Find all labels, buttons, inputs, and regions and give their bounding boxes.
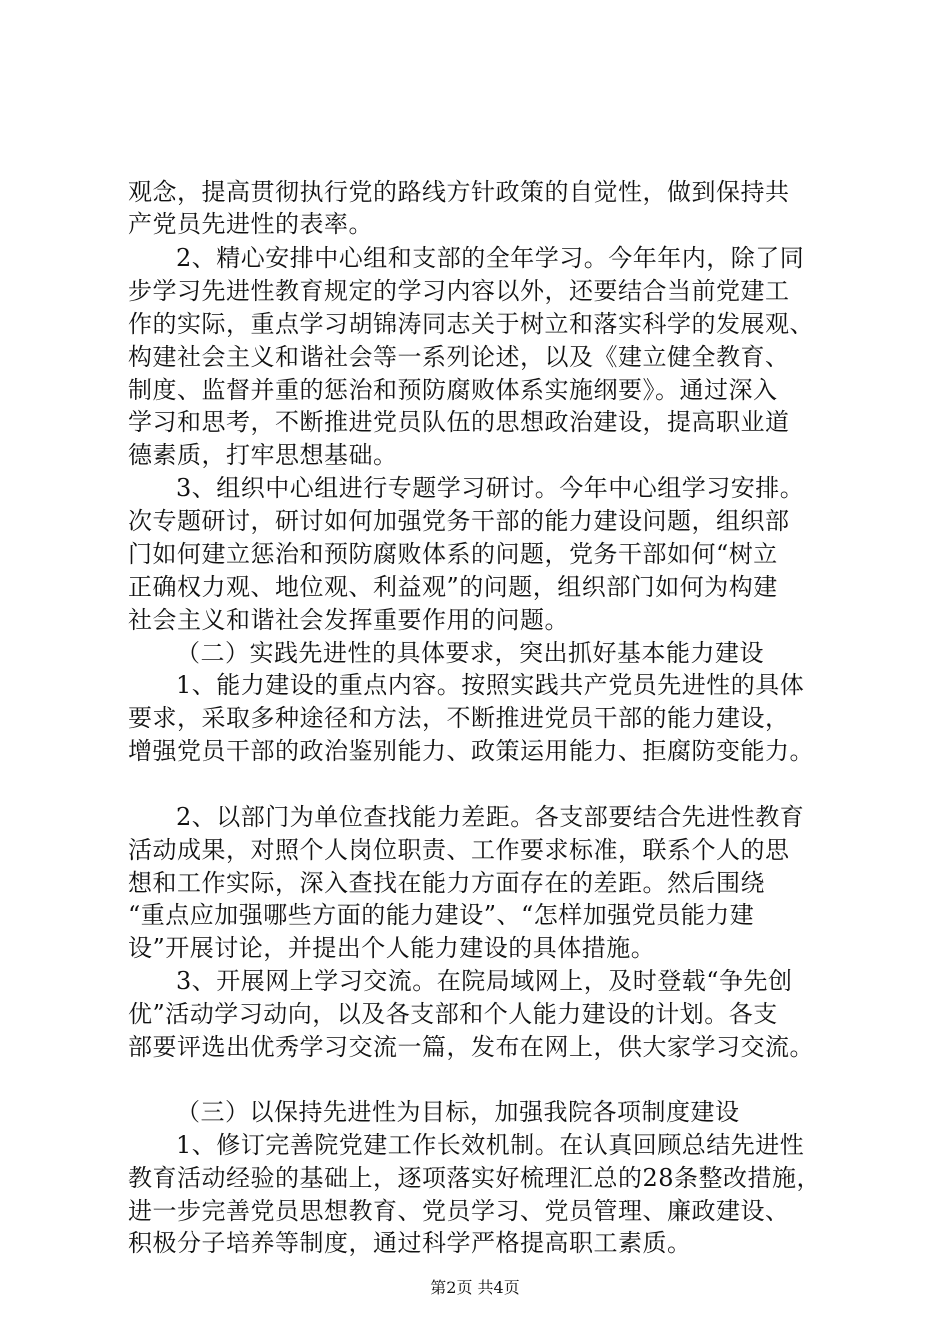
text-line: 社会主义和谐社会发挥重要作用的问题。 — [128, 606, 569, 634]
text-line: 活动成果，对照个人岗位职责、工作要求标准，联系个人的思 — [128, 836, 790, 864]
text-line: 想和工作实际，深入查找在能力方面存在的差距。然后围绕 — [128, 869, 765, 897]
text-line: 学习和思考，不断推进党员队伍的思想政治建设，提高职业道 — [128, 408, 790, 436]
text-line: 教育活动经验的基础上，逐项落实好梳理汇总的28条整改措施， — [128, 1164, 822, 1192]
text-line: 次专题研讨，研讨如何加强党务干部的能力建设问题，组织部 — [128, 507, 790, 535]
text-line: 产党员先进性的表率。 — [128, 210, 373, 238]
text-line: 设”开展讨论，并提出个人能力建设的具体措施。 — [128, 934, 656, 962]
section-heading: （二）实践先进性的具体要求，突出抓好基本能力建设 — [176, 639, 764, 667]
text-line: 优”活动学习动向，以及各支部和个人能力建设的计划。各支 — [128, 1000, 778, 1028]
text-line: 要求，采取多种途径和方法，不断推进党员干部的能力建设， — [128, 704, 790, 732]
text-line: 进一步完善党员思想教育、党员学习、党员管理、廉政建设、 — [128, 1197, 790, 1225]
paragraph-start-line: 2、精心安排中心组和支部的全年学习。今年年内，除了同 — [176, 244, 805, 272]
text-line: 积极分子培养等制度，通过科学严格提高职工素质。 — [128, 1229, 692, 1257]
text-line: 德素质，打牢思想基础。 — [128, 441, 398, 469]
text-line: 正确权力观、地位观、利益观”的问题，组织部门如何为构建 — [128, 573, 778, 601]
text-line: 步学习先进性教育规定的学习内容以外，还要结合当前党建工 — [128, 277, 790, 305]
text-line: 增强党员干部的政治鉴别能力、政策运用能力、拒腐防变能力。 — [128, 737, 814, 765]
paragraph-start-line: 1、能力建设的重点内容。按照实践共产党员先进性的具体 — [176, 671, 805, 699]
text-line: 作的实际，重点学习胡锦涛同志关于树立和落实科学的发展观、 — [128, 310, 814, 338]
text-line: 部要评选出优秀学习交流一篇，发布在网上，供大家学习交流。 — [128, 1033, 814, 1061]
section-heading: （三）以保持先进性为目标，加强我院各项制度建设 — [176, 1098, 740, 1126]
text-line: 构建社会主义和谐社会等一系列论述，以及《建立健全教育、 — [128, 343, 790, 371]
paragraph-start-line: 3、组织中心组进行专题学习研讨。今年中心组学习安排。 — [176, 474, 805, 502]
text-line: 门如何建立惩治和预防腐败体系的问题，党务干部如何“树立 — [128, 540, 778, 568]
paragraph-start-line: 2、以部门为单位查找能力差距。各支部要结合先进性教育 — [176, 803, 805, 831]
page-number-footer: 第2页 共4页 — [430, 1278, 520, 1297]
text-line: 制度、监督并重的惩治和预防腐败体系实施纲要》。通过深入 — [128, 376, 778, 404]
text-line: “重点应加强哪些方面的能力建设”、“怎样加强党员能力建 — [128, 901, 755, 929]
paragraph-start-line: 3、开展网上学习交流。在院局域网上，及时登载“争先创 — [176, 967, 793, 995]
paragraph-start-line: 1、修订完善院党建工作长效机制。在认真回顾总结先进性 — [176, 1131, 805, 1159]
text-line: 观念，提高贯彻执行党的路线方针政策的自觉性，做到保持共 — [128, 178, 790, 206]
